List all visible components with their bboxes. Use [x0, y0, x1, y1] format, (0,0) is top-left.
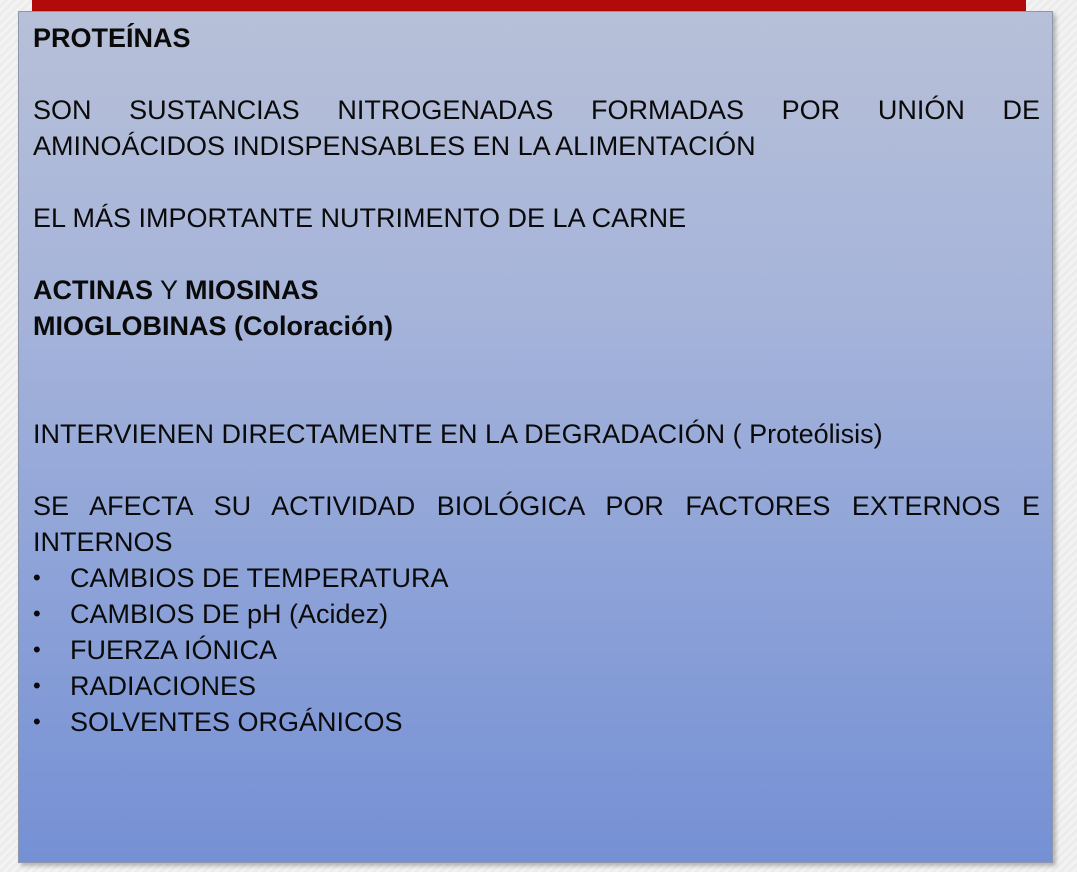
content-text: [33, 20, 1040, 740]
actinas-label: ACTINAS: [33, 275, 153, 305]
degradation-line: INTERVIENEN DIRECTAMENTE EN LA DEGRADACIÓN ( Proteólisis): [33, 419, 883, 449]
mioglobinas-line: MIOGLOBINAS (Coloración): [33, 311, 393, 341]
list-item: [33, 560, 1040, 596]
bullet-icon: •: [33, 637, 41, 662]
list-item: [33, 668, 1040, 704]
bullet-icon: •: [33, 709, 41, 734]
factors-list: [33, 560, 1040, 740]
list-item: [33, 596, 1040, 632]
factors-intro: SE AFECTA SU ACTIVIDAD BIOLÓGICA POR FACTORES EXTERNOS E INTERNOS: [33, 491, 1040, 557]
content-box: [18, 11, 1053, 863]
importance-line: EL MÁS IMPORTANTE NUTRIMENTO DE LA CARNE: [33, 203, 687, 233]
slide-title: PROTEÍNAS: [33, 23, 191, 53]
list-item: [33, 632, 1040, 668]
factor-label: RADIACIONES: [70, 671, 257, 701]
proteins-line: [33, 272, 1040, 308]
bullet-icon: •: [33, 673, 41, 698]
list-item: [33, 704, 1040, 740]
factor-label: FUERZA IÓNICA: [70, 635, 278, 665]
conjunction-label: Y: [153, 275, 186, 305]
definition-paragraph: SON SUSTANCIAS NITROGENADAS FORMADAS POR UNIÓN DE AMINOÁCIDOS INDISPENSABLES EN LA ALIMENTACIÓN: [33, 95, 1040, 161]
factor-label: SOLVENTES ORGÁNICOS: [70, 707, 403, 737]
title-accent-bar: [32, 0, 1026, 11]
bullet-icon: •: [33, 601, 41, 626]
factor-label: CAMBIOS DE TEMPERATURA: [70, 563, 449, 593]
factor-label: CAMBIOS DE pH (Acidez): [70, 599, 389, 629]
bullet-icon: •: [33, 565, 41, 590]
miosinas-label: MIOSINAS: [185, 275, 319, 305]
